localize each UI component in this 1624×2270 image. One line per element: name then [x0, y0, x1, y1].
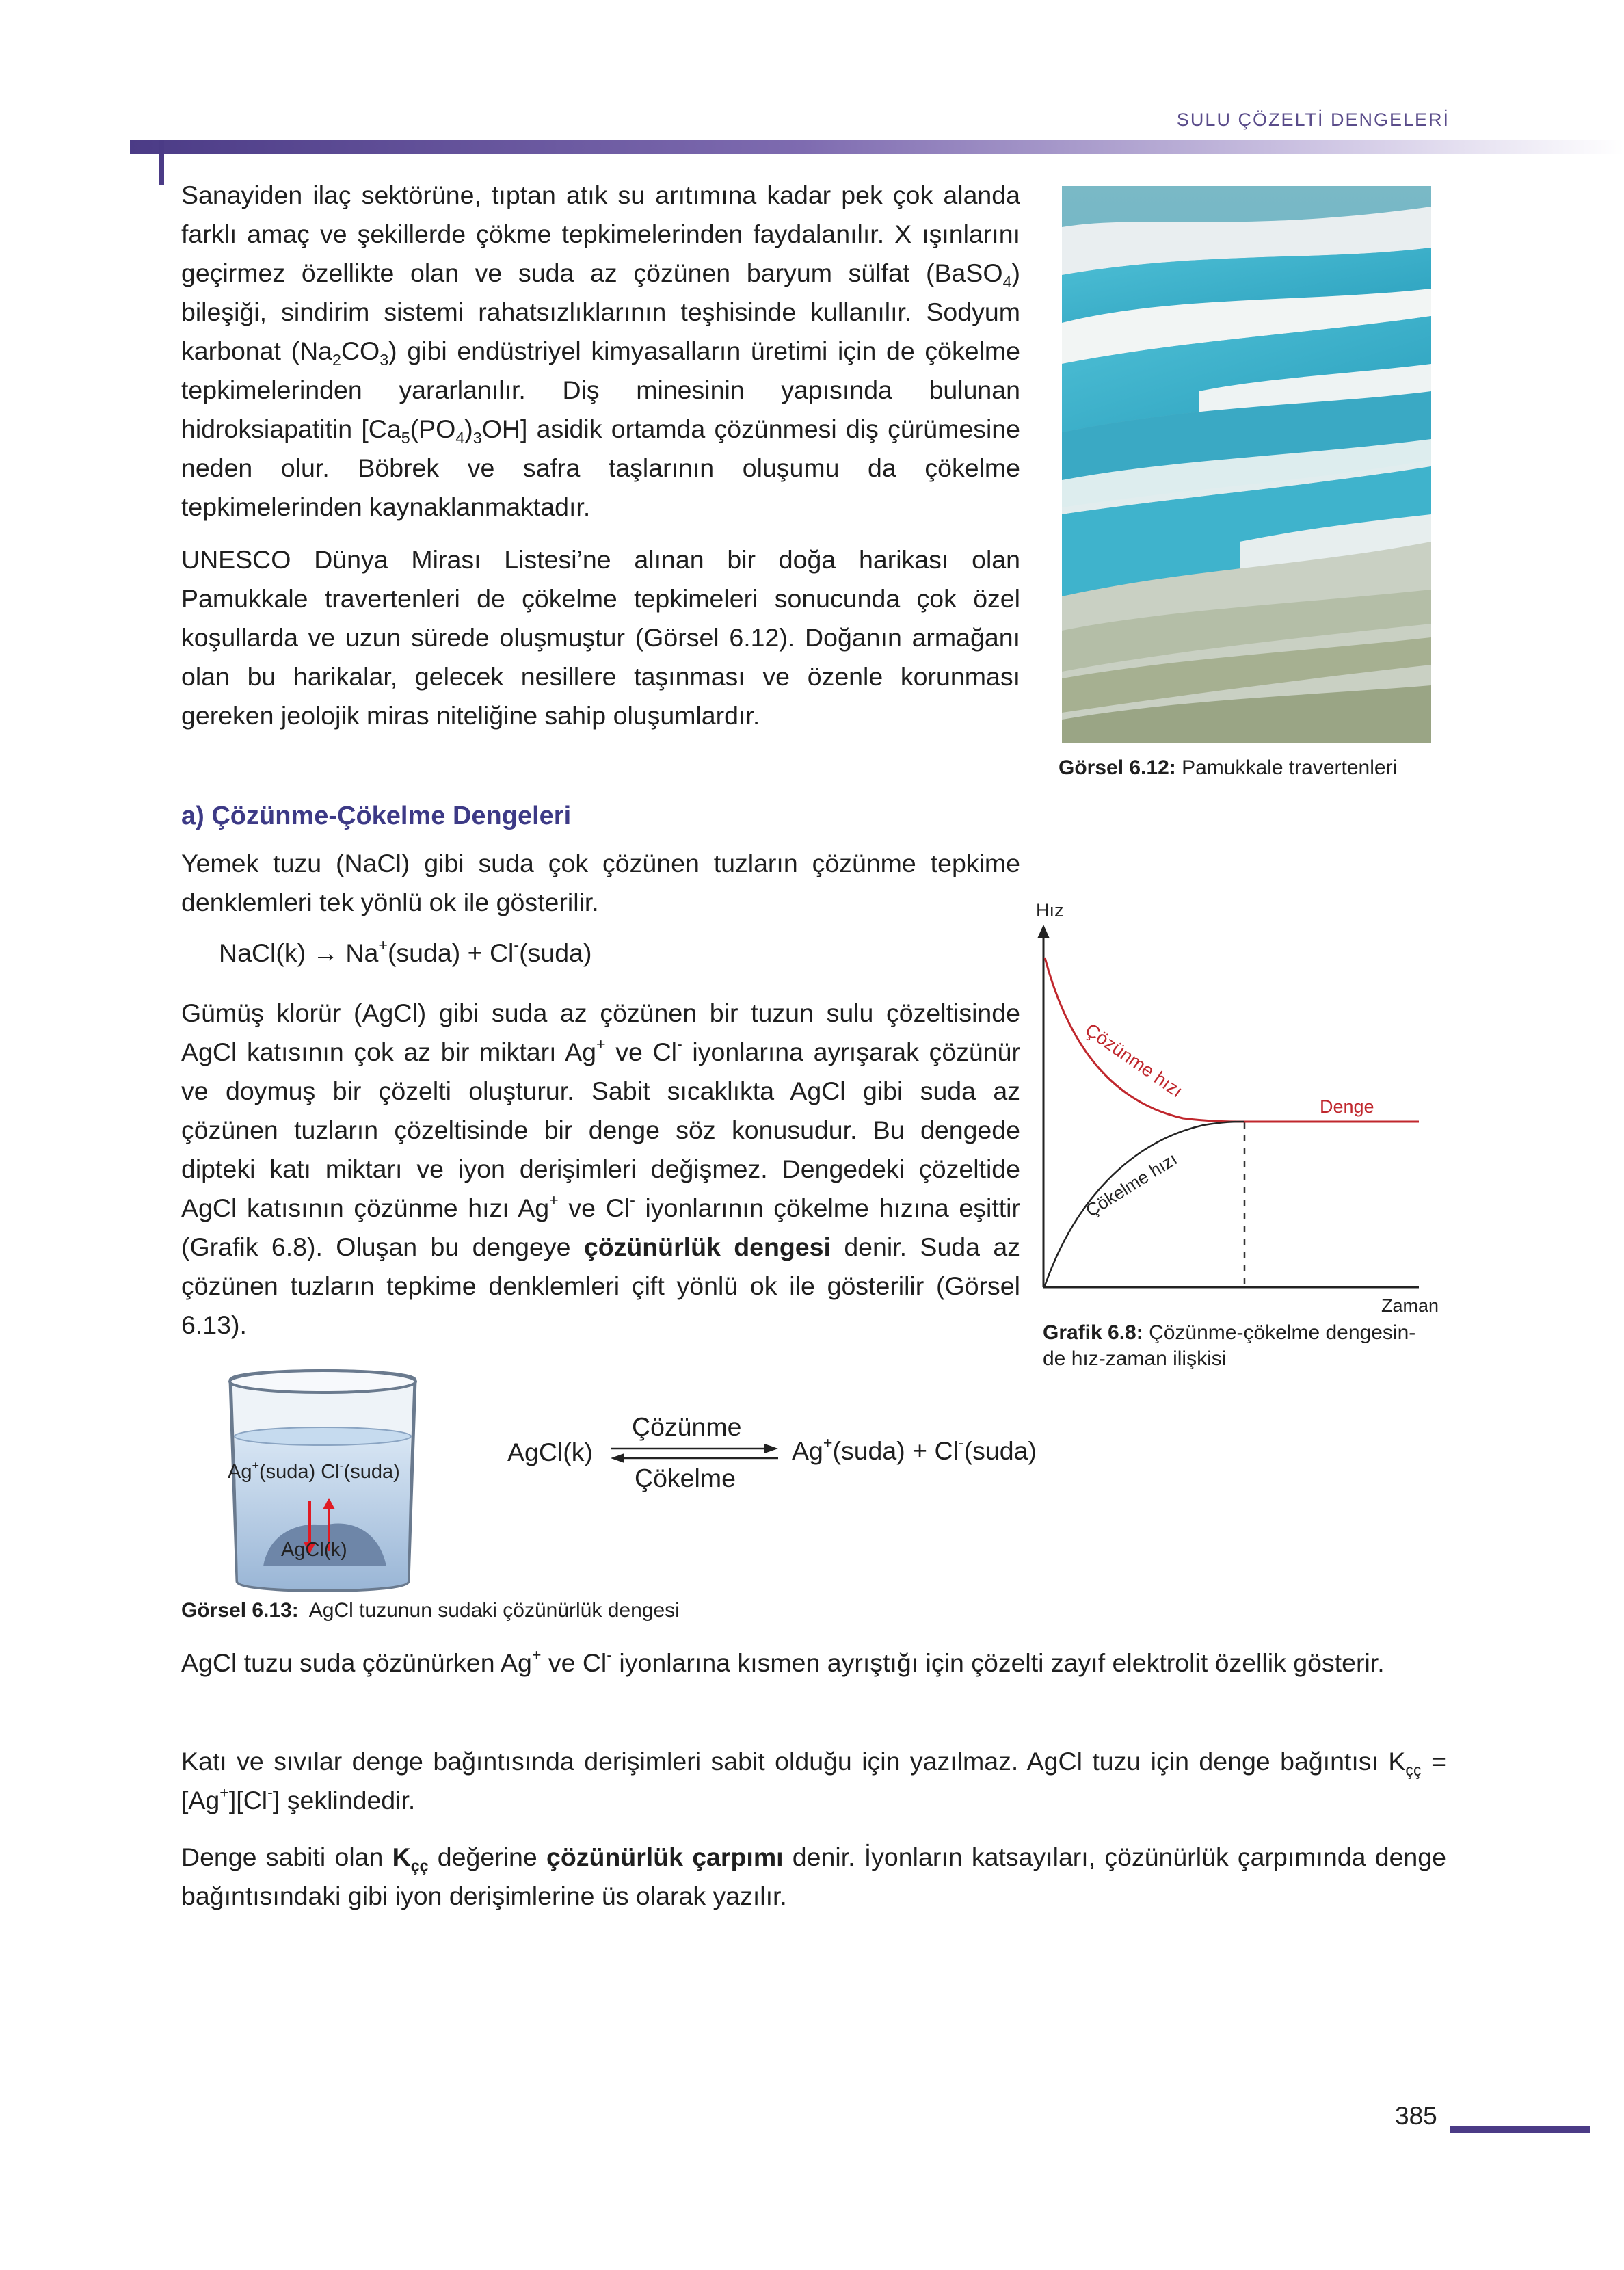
equation-agcl-products: Ag+(suda) + Cl-(suda) — [792, 1434, 1037, 1465]
equilibrium-label: Denge — [1320, 1096, 1374, 1117]
x-axis-label: Zaman — [1381, 1295, 1439, 1316]
solid-label: AgCl(k) — [281, 1539, 347, 1561]
precipitation-rate-curve — [1045, 1122, 1244, 1286]
beaker-rim — [230, 1371, 416, 1393]
y-axis-label: Hız — [1036, 900, 1064, 921]
graph-caption: Grafik 6.8: Çözünme-çökelme dengesin- de hız-zaman ilişkisi — [1043, 1321, 1416, 1370]
header-bar-notch — [159, 140, 164, 185]
equation-agcl-reverse-label: Çökelme — [635, 1464, 736, 1492]
beaker-caption: Görsel 6.13: AgCl tuzunun sudaki çözünürlük dengesi — [181, 1599, 680, 1622]
section-title: a) Çözünme-Çökelme Dengeleri — [181, 802, 572, 830]
equation-agcl-forward-label: Çözünme — [632, 1412, 742, 1441]
ion-label: Ag+(suda) Cl-(suda) — [228, 1458, 400, 1483]
paragraph-solubility-product: Denge sabiti olan $K_{çç}$ değerine çözünürlük çarpımı denir. İyonların katsayıları, çözünürlük çarpımında denge bağıntısındaki gibi iyon derişimlerine üs olarak yazılır. — [181, 1843, 1446, 1910]
paragraph-soluble-salts: Yemek tuzu (NaCl) gibi suda çok çözünen tuzların çözünme tepkime denklemleri tek yönlü ok ile gösterilir. — [181, 849, 1020, 916]
equation-nacl: NaCl(k) → Na+(suda) + Cl-(suda) — [219, 936, 592, 967]
running-header: SULU ÇÖZELTİ DENGELERİ — [1176, 109, 1450, 130]
solution — [235, 1436, 411, 1589]
dissolution-rate-label: Çözünme hızı — [1081, 1019, 1187, 1102]
header-bar — [130, 140, 1624, 154]
page-number: 385 — [1395, 2102, 1437, 2130]
equation-agcl-reactant: AgCl(k) — [507, 1438, 594, 1466]
footer-bar — [1450, 2126, 1590, 2133]
pamukkale-photo — [1062, 186, 1431, 743]
paragraph-pamukkale: UNESCO Dünya Mirası Listesi’ne alınan bir doğa harikası olan Pamukkale travertenleri de çökelme tepkimeleri sonucunda çok özel koşullarda ve uzun sürede oluşmuştur (Görsel 6.12). Doğanın armağanı olan bu harikalar, gelecek nesillere taşınması ve özenle korunması gereken jeolojik miras niteliğine sahip oluşumlardır. — [181, 545, 1020, 730]
rate-time-graph — [1026, 896, 1450, 1320]
paragraph-equilibrium-expression: Katı ve sıvılar denge bağıntısında derişimleri sabit olduğu için yazılmaz. AgCl tuzu için denge bağıntısı $K_{çç} = [Ag^+][Cl^-]$ şeklindedir. — [181, 1747, 1446, 1814]
paragraph-agcl-equilibrium: Gümüş klorür (AgCl) gibi suda az çözünen bir tuzun sulu çözeltisinde AgCl katısının çok az bir miktarı Ag+ ve Cl- iyonlarına ayrışarak çözünür ve doymuş bir çözelti oluşturur. Sabit sıcaklıkta AgCl gibi suda az çözünen tuzların çözeltisinde bir denge söz konusudur. Bu dengede dipteki katı miktarı ve iyon derişimleri değişmez. Dengedeki çözeltide AgCl katısının çözünme hızı Ag+ ve Cl- iyonlarının çökelme hızına eşittir (Grafik 6.8). Oluşan bu dengeye çözünürlük dengesi denir. Suda az çözünen tuzların tepkime denklemleri çift yönlü ok ile gösterilir (Görsel 6.13). — [181, 999, 1021, 1339]
precipitation-rate-label: Çökelme hızı — [1082, 1148, 1181, 1222]
photo-caption: Görsel 6.12: Pamukkale travertenleri — [1059, 756, 1398, 779]
paragraph-industrial-uses: Sanayiden ilaç sektörüne, tıptan atık su arıtımına kadar pek çok alanda farklı amaç ve şekillerde çökme tepkimelerinden faydalanılır. X ışınlarını geçirmez özellikte olan ve suda az çözünen baryum sülfat (BaSO$_4$) bileşiği, sindirim sistemi rahatsızlıklarının teşhisinde kullanılır. Sodyum karbonat $(Na_2CO_3)$ gibi endüstriyel kimyasalların üretimi için de çökelme tepkimelerinden yararlanılır. Diş minesinin yapısında bulunan hidroksiapatitin $[Ca_5(PO_4)_3OH]$ asidik ortamda çözünmesi diş çürümesine neden olur. Böbrek ve safra taşlarının oluşumu da çökelme tepkimelerinden kaynaklanmaktadır. — [181, 181, 1020, 521]
paragraph-weak-electrolyte: AgCl tuzu suda çözünürken Ag+ ve Cl- iyonlarına kısmen ayrıştığı için çözelti zayıf elektrolit özellik gösterir. — [181, 1646, 1385, 1677]
y-axis-arrow — [1037, 925, 1050, 938]
equilibrium-arrows — [607, 1442, 782, 1465]
